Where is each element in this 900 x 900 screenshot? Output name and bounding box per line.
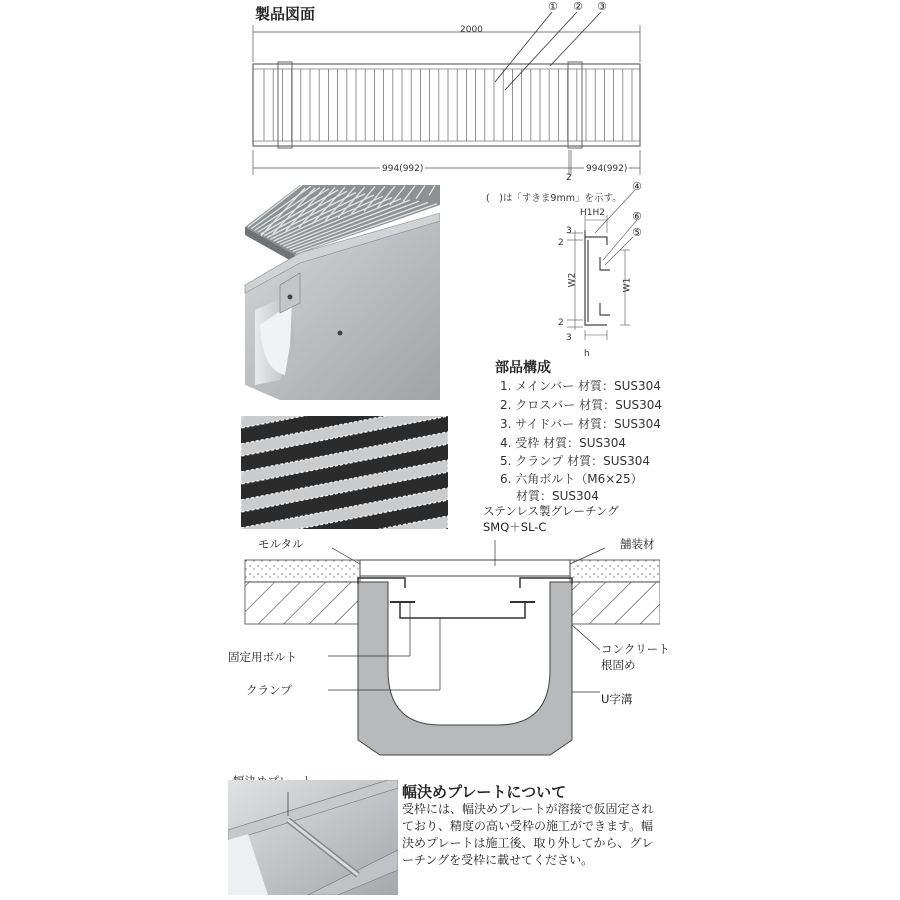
width-plate-text-line: ーチングを受枠に載せてください。 bbox=[402, 853, 594, 867]
dimension-2000: 2000 bbox=[460, 25, 483, 35]
marker-3: ③ bbox=[597, 0, 607, 13]
marker-1: ① bbox=[548, 0, 558, 13]
left-span-dimension: 994(992) bbox=[382, 164, 424, 174]
part-item: 1. メインバー 材質：SUS304 bbox=[500, 379, 661, 393]
width-plate-text-line: ており、精度の高い受枠の施工ができます。幅 bbox=[402, 819, 654, 833]
concrete-root-label: 根固め bbox=[601, 658, 636, 672]
label-h: h bbox=[584, 349, 590, 359]
marker-2: ② bbox=[573, 0, 583, 13]
product-model-label: SMQ＋SL-C bbox=[483, 520, 547, 534]
fixing-bolt-label: 固定用ボルト bbox=[228, 650, 297, 664]
mortar-label: モルタル bbox=[258, 537, 304, 551]
product-name-label: ステンレス製グレーチング bbox=[483, 504, 619, 518]
drawing-title: 製品図面 bbox=[255, 5, 316, 23]
part-item: 2. クロスバー 材質：SUS304 bbox=[500, 398, 663, 412]
width-plate-photo bbox=[228, 780, 398, 895]
clamp-label: クランプ bbox=[246, 683, 292, 697]
pavement-label: 舗装材 bbox=[620, 537, 655, 551]
label-w1: W1 bbox=[622, 277, 633, 293]
right-span-dimension: 994(992) bbox=[586, 164, 628, 174]
part-item: 6. 六角ボルト（M6×25） bbox=[500, 472, 643, 486]
label-3-top: 3 bbox=[566, 226, 572, 236]
part-item: 5. クランプ 材質：SUS304 bbox=[500, 454, 651, 468]
marker-5: ⑤ bbox=[632, 226, 642, 239]
marker-4: ④ bbox=[632, 180, 642, 193]
gap-dimension: 2 bbox=[566, 173, 572, 183]
label-2-bottom: 2 bbox=[558, 318, 564, 328]
parts-title: 部品構成 bbox=[495, 360, 551, 376]
concrete-label: コンクリート bbox=[601, 642, 670, 656]
part-item: 材質：SUS304 bbox=[516, 489, 599, 503]
marker-6: ⑥ bbox=[632, 210, 642, 223]
label-2-top: 2 bbox=[558, 238, 564, 248]
width-plate-text-line: 受枠には、幅決めプレートが溶接で仮固定され bbox=[402, 802, 654, 816]
part-item: 3. サイドバー 材質：SUS304 bbox=[500, 417, 661, 431]
width-plate-title: 幅決めプレートについて bbox=[402, 783, 567, 801]
part-item: 4. 受枠 材質：SUS304 bbox=[500, 436, 627, 450]
u-channel-label: U字溝 bbox=[601, 692, 633, 706]
section-note: ( )は「すきま9mm」を示す。 bbox=[486, 193, 622, 204]
product-photo bbox=[240, 185, 440, 400]
grating-plan-drawing bbox=[230, 0, 900, 190]
label-h1h2: H1H2 bbox=[580, 208, 605, 218]
grating-closeup-photo bbox=[241, 416, 448, 529]
width-plate-text-line: 決めプレートは施工後、取り外してから、グレ bbox=[402, 836, 654, 850]
label-3-bottom: 3 bbox=[566, 333, 572, 343]
installation-section-drawing bbox=[240, 540, 660, 770]
label-w2: W2 bbox=[567, 272, 578, 288]
